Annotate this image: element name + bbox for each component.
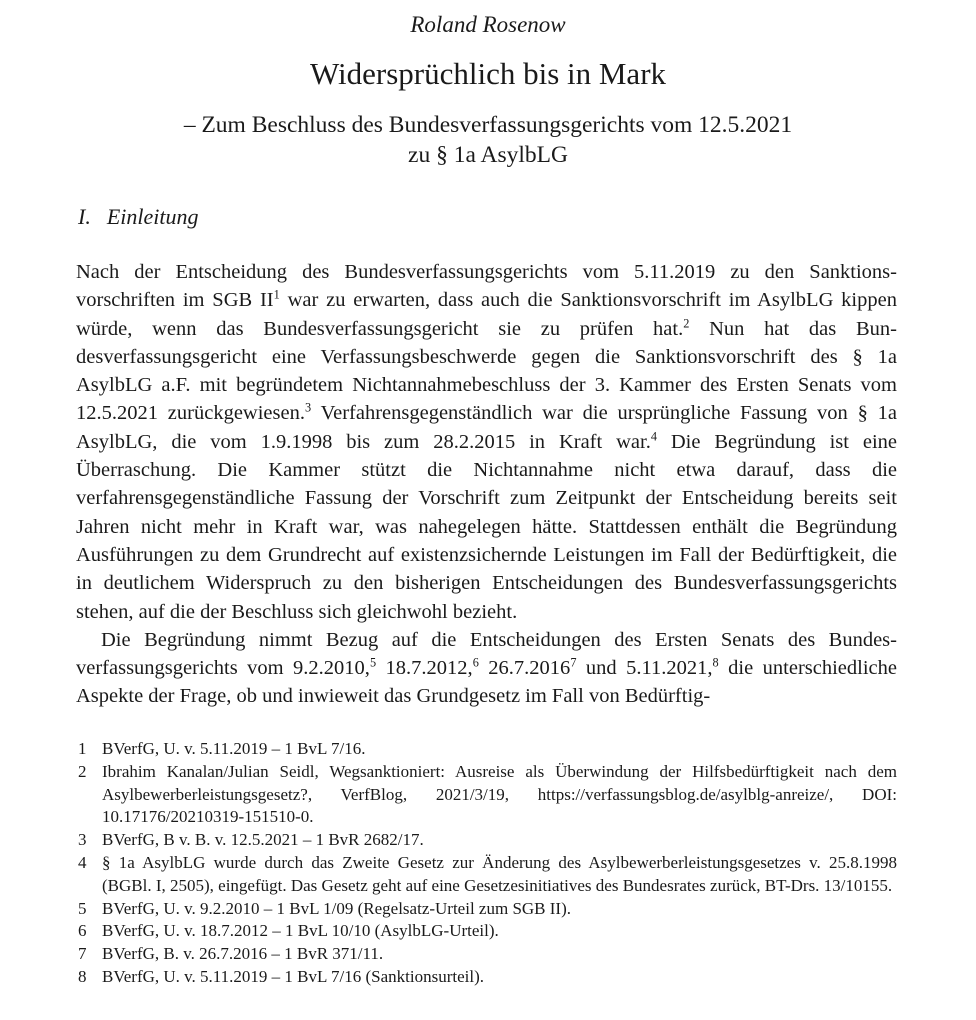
section-title: Einleitung: [106, 204, 199, 229]
body-paragraph: [76, 626, 897, 711]
footnote: [78, 943, 897, 966]
footnote-number: 5: [78, 898, 87, 918]
paragraph-text: und 5.11.2021,: [576, 657, 713, 680]
footnote-ref[interactable]: 8: [712, 655, 719, 670]
footnote-ref[interactable]: 1: [273, 287, 280, 302]
footnote-text: BVerfG, U. v. 18.7.2012 – 1 BvL 10/10 (AsylbLG-Urteil).: [102, 921, 499, 941]
footnote: [78, 829, 897, 852]
footnote: [78, 920, 897, 943]
paragraph-text: 26.7.2016: [478, 657, 571, 680]
paragraph-text: Die Begründung nimmt Bezug auf die Entscheidungen des Ersten Senats des Bundesverfassungsgerichts vom 9.2.2010,: [76, 628, 897, 680]
paragraph-text: Nach der Entscheidung des Bundesverfassungsgerichts vom 5.11.2019 zu den Sanktionsvorschriften im SGB II: [76, 261, 897, 312]
body-text: [76, 258, 897, 711]
footnote-ref[interactable]: 7: [570, 655, 577, 670]
body-paragraph: [76, 258, 897, 626]
footnote-number: 4: [78, 852, 87, 872]
footnotes: [78, 738, 897, 989]
article-title: Widersprüchlich bis in Mark: [309, 56, 667, 91]
article-subtitle: [0, 110, 976, 170]
footnote-number: 6: [78, 921, 87, 941]
paragraph-text: Die Begründung ist eine Überraschung. Die Kammer stützt die Nichtannahme nicht etwa darauf, dass die verfahrensgegenständliche Fassung der Vorschrift zum Zeitpunkt der Entscheidung bereits seit Jahren nicht mehr in Kraft war, was nahegelegen hätte. Stattdessen enthält die Begründung Ausführungen zu dem Grundrecht auf existenzsichernde Leistungen im Fall der Bedürftigkeit, die in deutlichem Widerspruch zu den bisherigen Entscheidungen des Bundesverfassungsgerichts stehen, auf die der Beschluss sich gleichwohl bezieht.: [76, 430, 898, 623]
footnote-text: BVerfG, B v. B. v. 12.5.2021 – 1 BvR 2682/17.: [102, 830, 424, 850]
footnote-number: 8: [78, 966, 87, 986]
footnote: [78, 898, 897, 921]
section-heading: [78, 204, 198, 230]
footnote-text: BVerfG, U. v. 9.2.2010 – 1 BvL 1/09 (Regelsatz-Urteil zum SGB II).: [102, 898, 571, 918]
footnote-text: BVerfG, B. v. 26.7.2016 – 1 BvR 371/11.: [102, 944, 384, 964]
footnote-ref[interactable]: 2: [683, 316, 690, 331]
subtitle-line: – Zum Beschluss des Bundesverfassungsgerichts vom 12.5.2021: [183, 112, 793, 138]
paragraph-text: 18.7.2012,: [376, 657, 473, 680]
footnote-number: 7: [78, 944, 87, 964]
paragraph-text: war zu erwarten, dass auch die Sanktionsvorschrift im AsylbLG kippen würde, wenn das Bundesverfassungsgericht sie zu prüfen hat.: [76, 289, 897, 340]
footnote-number: 2: [78, 761, 87, 781]
footnote-ref[interactable]: 3: [304, 401, 312, 416]
footnote: [78, 761, 897, 829]
footnote-text: BVerfG, U. v. 5.11.2019 – 1 BvL 7/16 (Sanktionsurteil).: [102, 966, 484, 986]
footnote-number: 1: [78, 739, 87, 758]
footnote-ref[interactable]: 4: [650, 429, 657, 444]
paragraph-text: die unterschiedliche Aspekte der Frage, ob und inwieweit das Grundgesetz im Fall von Bedürftig-: [76, 657, 897, 708]
section-number: I.: [78, 204, 91, 229]
footnote-text: § 1a AsylbLG wurde durch das Zweite Gesetz zur Änderung des Asylbewerberleistungsgesetzes v. 25.8.1998 (BGBl. I, 2505), eingefügt. Das Gesetz geht auf eine Gesetzesinitiatives des Bundesrates zurück, BT-Drs. 13/10155.: [102, 852, 897, 895]
footnote: [78, 852, 897, 898]
footnote: [78, 966, 897, 989]
footnote-ref[interactable]: 6: [472, 655, 479, 670]
footnote-number: 3: [78, 830, 87, 850]
footnote: [78, 738, 897, 761]
paragraph-text: Nun hat das Bundesverfassungsgericht eine Verfassungsbeschwerde gegen die Sanktionsvorschrift des § 1a AsylbLG a.F. mit begründetem Nichtannahmebeschluss der 3. Kammer des Ersten Senats vom 12.5.2021 zurückgewiesen.: [76, 317, 897, 425]
author-name: Roland Rosenow: [410, 12, 566, 37]
footnote-text: BVerfG, U. v. 5.11.2019 – 1 BvL 7/16.: [102, 739, 366, 758]
footnote-ref[interactable]: 5: [369, 655, 377, 670]
paragraph-text: Verfahrensgegenständlich war die ursprüngliche Fassung von § 1a AsylbLG, die vom 1.9.1998 bis zum 28.2.2015 in Kraft war.: [76, 402, 897, 453]
subtitle-line: zu § 1a AsylbLG: [408, 142, 568, 168]
footnote-text: Ibrahim Kanalan/Julian Seidl, Wegsanktioniert: Ausreise als Überwindung der Hilfsbedürftigkeit nach dem Asylbewerberleistungsgesetz?, VerfBlog, 2021/3/19, https://verfassungsblog.de/asylblg-anreize/, DOI: 10.17176/20210319-151510-0.: [102, 761, 897, 827]
